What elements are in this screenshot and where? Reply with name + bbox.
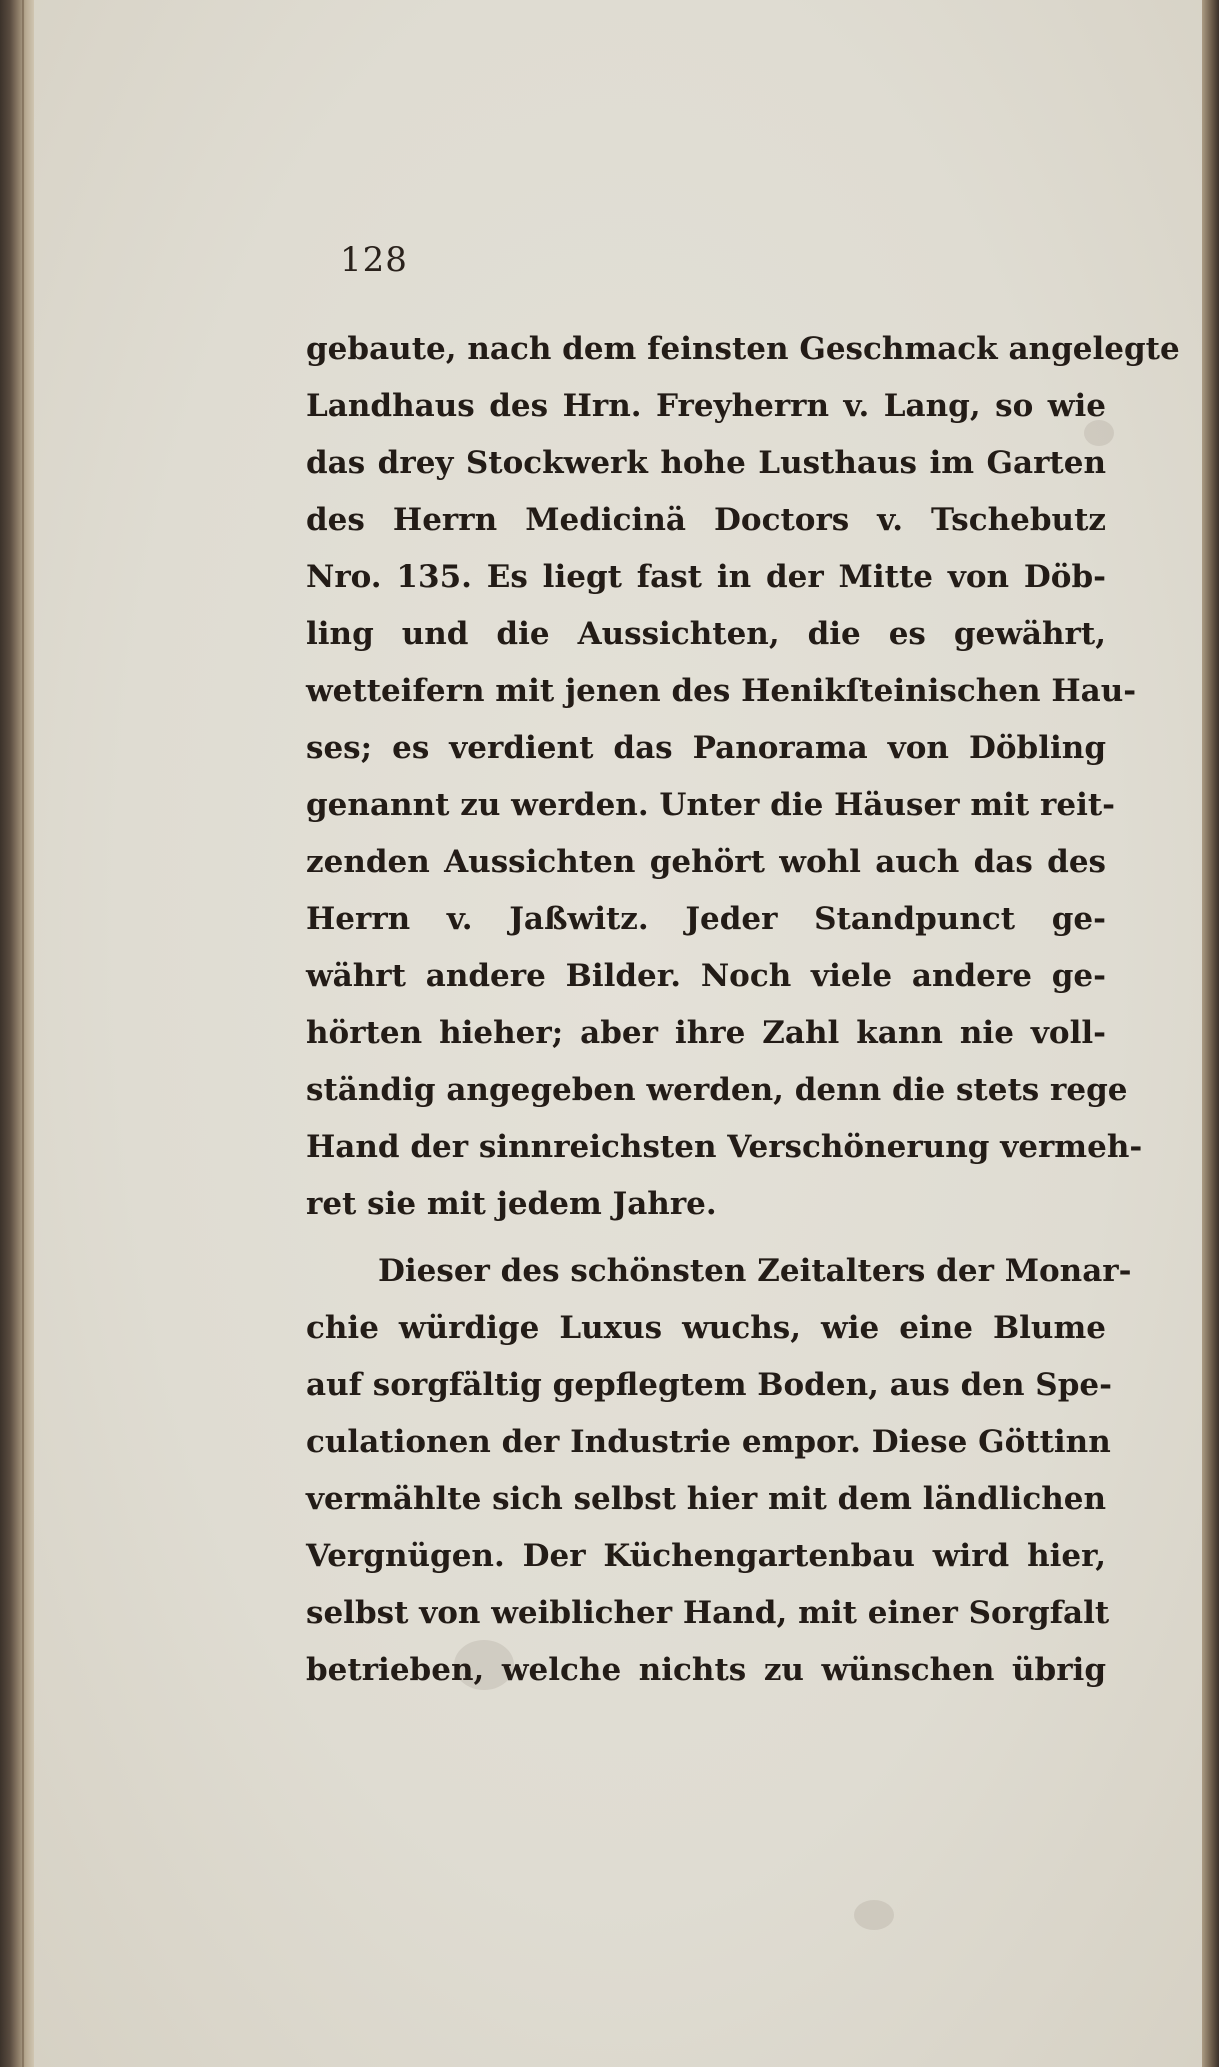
text-line: Nro. 135. Es liegt fast in der Mitte von Döb- [306, 559, 1106, 595]
text-line: selbst von weiblicher Hand, mit einer Sorgfalt [306, 1595, 1110, 1631]
text-line: ling und die Aussichten, die es gewährt, [306, 616, 1106, 652]
text-line: chie würdige Luxus wuchs, wie eine Blume [306, 1310, 1106, 1346]
text-line: Vergnügen. Der Küchengartenbau wird hier, [306, 1538, 1106, 1574]
text-line: ses; es verdient das Panorama von Döbling [306, 730, 1106, 766]
text-line: hörten hieher; aber ihre Zahl kann nie voll- [306, 1015, 1106, 1051]
text-line: vermählte sich selbst hier mit dem ländlichen [306, 1481, 1106, 1517]
text-line: ret sie mit jedem Jahre. [306, 1186, 717, 1222]
text-line: Dieser des schönsten Zeitalters der Monar- [378, 1253, 1132, 1289]
text-line: währt andere Bilder. Noch viele andere ge- [306, 958, 1106, 994]
paper-stain [854, 1900, 894, 1930]
text-line: Herrn v. Jaßwitz. Jeder Standpunct ge- [306, 901, 1106, 937]
text-line: das drey Stockwerk hohe Lusthaus im Garten [306, 445, 1106, 481]
text-line: betrieben, welche nichts zu wünschen übrig [306, 1652, 1106, 1688]
text-line: culationen der Industrie empor. Diese Göttinn [306, 1424, 1111, 1460]
text-line: gebaute, nach dem feinsten Geschmack angelegte [306, 331, 1180, 367]
text-line: auf sorgfältig gepflegtem Boden, aus den Spe- [306, 1367, 1112, 1403]
text-line: Landhaus des Hrn. Freyherrn v. Lang, so wie [306, 388, 1106, 424]
text-line: ständig angegeben werden, denn die stets rege [306, 1072, 1128, 1108]
text-line: des Herrn Medicinä Doctors v. Tschebutz [306, 502, 1106, 538]
text-line: Hand der sinnreichsten Verschönerung vermeh- [306, 1129, 1143, 1165]
text-line: wetteifern mit jenen des Henikſteinischen Hau- [306, 673, 1137, 709]
text-line: genannt zu werden. Unter die Häuser mit reit- [306, 787, 1116, 823]
book-gutter [22, 0, 24, 2067]
page-number: 128 [340, 240, 408, 280]
text-line: zenden Aussichten gehört wohl auch das des [306, 844, 1106, 880]
